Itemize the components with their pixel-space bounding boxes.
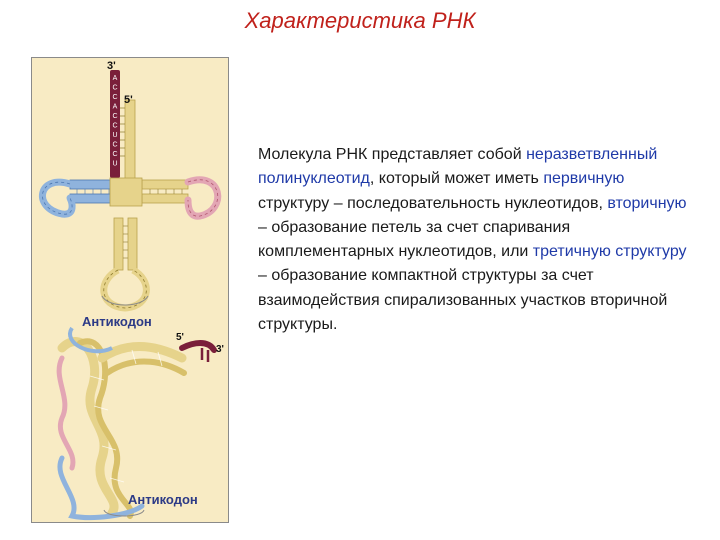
label-5prime-bottom: 5' <box>176 332 184 343</box>
trna-diagram <box>32 58 229 523</box>
nucleotide-letter: C <box>112 113 118 120</box>
label-anticodon-bottom: Антикодон <box>128 492 198 507</box>
nucleotide-letter: A <box>112 75 118 82</box>
tertiary-structure <box>59 328 214 518</box>
text-may-have: , который может иметь <box>369 170 544 188</box>
nucleotide-letter: C <box>112 94 118 101</box>
label-3prime-top: 3' <box>107 60 116 72</box>
anticodon-arm <box>102 218 148 308</box>
acceptor-stem <box>110 70 135 180</box>
central-junction <box>110 178 142 206</box>
d-arm <box>42 180 116 214</box>
nucleotide-letter: A <box>112 103 118 111</box>
label-3prime-bottom: 3' <box>216 344 224 355</box>
label-5prime-top: 5' <box>124 94 133 106</box>
term-polynucleotide: неразветвленный полинуклеотид <box>258 146 658 188</box>
t-arm <box>142 180 218 216</box>
label-anticodon-top: Антикодон <box>82 314 152 329</box>
nucleotide-letter: C <box>112 141 118 149</box>
term-primary: первичную <box>543 170 625 188</box>
trna-figure <box>31 57 229 523</box>
text-tertiary-def: – образование компактной структуры за счет взаимодействия спирализованных участков вторичной структуры. <box>258 267 668 334</box>
term-tertiary: третичную структуру <box>532 243 687 261</box>
nucleotide-letter: C <box>112 122 118 130</box>
slide-title: Характеристика РНК <box>244 8 476 33</box>
term-secondary: вторичную <box>607 194 687 212</box>
nucleotide-letter: U <box>112 132 118 139</box>
description-paragraph <box>258 143 698 337</box>
nucleotide-letter: C <box>112 151 118 158</box>
text-secondary-def: – образование петель за счет спаривания комплементарных нуклеотидов, или <box>258 218 571 261</box>
text-primary-def: структуру – последовательность нуклеотидов, <box>258 194 608 212</box>
text-intro: Молекула РНК представляет собой <box>258 146 527 163</box>
nucleotide-letter: C <box>112 84 118 92</box>
nucleotide-letter: U <box>112 160 118 168</box>
